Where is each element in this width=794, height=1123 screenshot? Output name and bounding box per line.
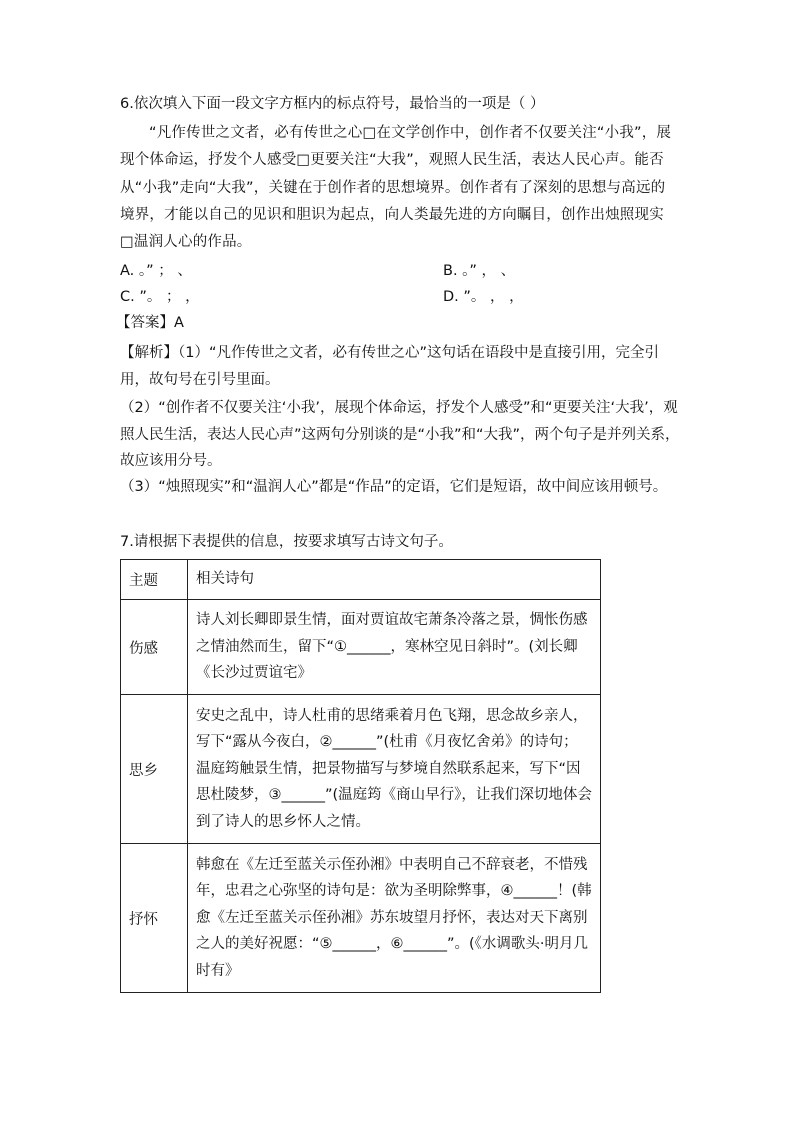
poem-table: [120, 559, 601, 993]
row-content: 安史之乱中，诗人杜甫的思绪乘着月色飞翔，思念故乡亲人，写下“露从今夜白，②______”(杜甫《月夜忆舍弟》的诗句；温庭筠触景生情，把景物描写与梦境自然联系起来，写下“因思杜陵梦，③______”(温庭筠《商山早行》，让我们深切地体会到了诗人的思乡怀人之情。: [188, 695, 601, 844]
option-d: D. ”。 ， ，: [443, 289, 524, 305]
table-row: [121, 695, 601, 844]
row-content: 韩愈在《左迁至蓝关示侄孙湘》中表明自己不辞衰老，不惜残年，忠君之心弥坚的诗句是：欲为圣明除弊事，④______！(韩愈《左迁至蓝关示侄孙湘》苏东坡望月抒怀，表达对天下离别之人的美好祝愿：“⑤______，⑥______”。(《水调歌头·明月几时有》: [188, 844, 601, 993]
table-header-row: [121, 560, 601, 600]
header-poems: 相关诗句: [188, 560, 601, 600]
option-c: C. ”。 ； ，: [120, 289, 200, 305]
row-theme: 抒怀: [121, 844, 188, 993]
row-content: 诗人刘长卿即景生情，面对贾谊故宅萧条冷落之景，惆怅伤感之情油然而生，留下“①______，寒林空见日斜时”。(刘长卿《长沙过贾谊宅》: [188, 600, 601, 695]
explanation-2: （2）“创作者不仅要关注‘小我’，展现个体命运，抒发个人感受”和“更要关注‘大我’，观照人民生活，表达人民心声”这两句分别谈的是“小我”和“大我”，两个句子是并列关系，故应该用分号。: [120, 400, 680, 469]
header-theme: 主题: [121, 560, 188, 600]
option-b: B. 。” ， 、: [443, 263, 516, 279]
question-6-passage: “凡作传世之文者，必有传世之心□在文学创作中，创作者不仅要关注“小我”，展现个体命运，抒发个人感受□更要关注“大我”，观照人民生活，表达人民心声。能否从“小我”走向“大我”，关键在于创作者的思想境界。创作者有了深刻的思想与高远的境界，才能以自己的见识和胆识为起点，向人类最先进的方向瞩目，创作出烛照现实□温润人心的作品。: [120, 125, 672, 251]
row-theme: 伤感: [121, 600, 188, 695]
explanation-1: 【解析】（1）“凡作传世之文者，必有传世之心”这句话在语段中是直接引用，完全引用，故句号在引号里面。: [120, 345, 659, 388]
answer-line: 【答案】A: [116, 315, 184, 331]
option-a: A. 。” ； 、: [120, 263, 192, 279]
explanation-3: （3）“烛照现实”和“温润人心”都是“作品”的定语，它们是短语，故中间应该用顿号。: [120, 479, 668, 495]
table-row: [121, 600, 601, 695]
question-6-stem: 6.依次填入下面一段文字方框内的标点符号，最恰当的一项是（ ）: [120, 96, 545, 112]
row-theme: 思乡: [121, 695, 188, 844]
table-row: [121, 844, 601, 993]
question-7-stem: 7.请根据下表提供的信息，按要求填写古诗文句子。: [120, 534, 453, 550]
